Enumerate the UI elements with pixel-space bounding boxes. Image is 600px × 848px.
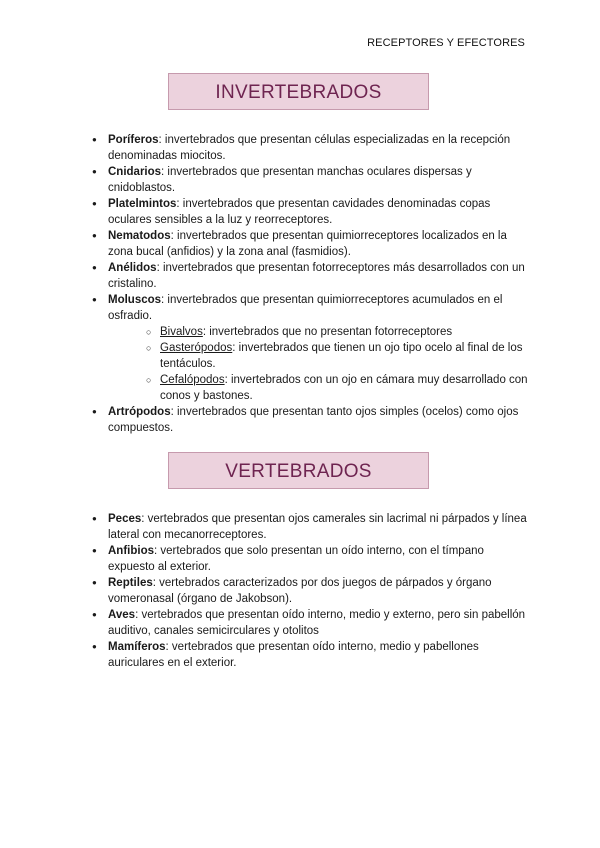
item-term: Anélidos — [108, 262, 157, 274]
item-text: : invertebrados que presentan quimiorreceptores acumulados en el osfradio. — [108, 294, 503, 322]
item-term: Reptiles — [108, 577, 153, 589]
item-text: : invertebrados que presentan manchas oculares dispersas y cnidoblastos. — [108, 166, 472, 194]
item-term: Cnidarios — [108, 166, 162, 178]
sub-list-item — [108, 340, 532, 372]
page-header: RECEPTORES Y EFECTORES — [367, 37, 525, 49]
item-term: Artrópodos — [108, 406, 171, 418]
item-text: : vertebrados que solo presentan un oído interno, con el tímpano expuesto al exterior. — [108, 545, 484, 573]
vertebrados-list — [92, 511, 532, 671]
item-text: : vertebrados caracterizados por dos juegos de párpados y órgano vomeronasal (órgano de Jakobson). — [108, 577, 492, 605]
item-text: : invertebrados que presentan quimiorreceptores localizados en la zona bucal (anfidios) y la zona anal (fasmidios). — [108, 230, 507, 258]
list-item — [92, 260, 532, 292]
list-item — [92, 639, 532, 671]
list-item — [92, 228, 532, 260]
item-text: : invertebrados que presentan tanto ojos simples (ocelos) como ojos compuestos. — [108, 406, 519, 434]
item-term: Platelmintos — [108, 198, 177, 210]
invertebrados-list — [92, 132, 532, 436]
list-item — [92, 404, 532, 436]
section-heading-vertebrados: VERTEBRADOS — [168, 452, 429, 489]
item-term: Moluscos — [108, 294, 162, 306]
subitem-term: Gasterópodos — [160, 342, 233, 354]
item-term: Mamíferos — [108, 641, 166, 653]
item-text: : vertebrados que presentan ojos camerales sin lacrimal ni párpados y línea lateral con mecanorreceptores. — [108, 513, 527, 541]
list-item — [92, 164, 532, 196]
item-term: Poríferos — [108, 134, 159, 146]
list-item — [92, 543, 532, 575]
list-item — [92, 196, 532, 228]
list-item — [92, 132, 532, 164]
list-item — [92, 292, 532, 404]
item-text: : vertebrados que presentan oído interno, medio y externo, pero sin pabellón auditivo, canales semicirculares y otolitos — [108, 609, 526, 637]
list-item — [92, 511, 532, 543]
subitem-text: : invertebrados que no presentan fotorreceptores — [202, 326, 453, 338]
item-text: : invertebrados que presentan cavidades denominadas copas oculares sensibles a la luz y reorreceptores. — [108, 198, 491, 226]
item-term: Peces — [108, 513, 142, 525]
item-text: : invertebrados que presentan fotorreceptores más desarrollados con un cristalino. — [108, 262, 525, 290]
moluscos-sublist — [108, 324, 532, 404]
item-text: : invertebrados que presentan células especializadas en la recepción denominadas miocitos. — [108, 134, 511, 162]
sub-list-item — [108, 324, 532, 340]
sub-list-item — [108, 372, 532, 404]
subitem-term: Bivalvos — [160, 326, 203, 338]
list-item — [92, 607, 532, 639]
item-term: Nematodos — [108, 230, 171, 242]
item-term: Anfibios — [108, 545, 154, 557]
subitem-text: : invertebrados con un ojo en cámara muy desarrollado con conos y bastones. — [160, 374, 528, 402]
section-heading-invertebrados: INVERTEBRADOS — [168, 73, 429, 110]
item-text: : vertebrados que presentan oído interno, medio y pabellones auriculares en el exterior. — [108, 641, 479, 669]
subitem-text: : invertebrados que tienen un ojo tipo ocelo al final de los tentáculos. — [160, 342, 523, 370]
subitem-term: Cefalópodos — [160, 374, 225, 386]
item-term: Aves — [108, 609, 136, 621]
list-item — [92, 575, 532, 607]
